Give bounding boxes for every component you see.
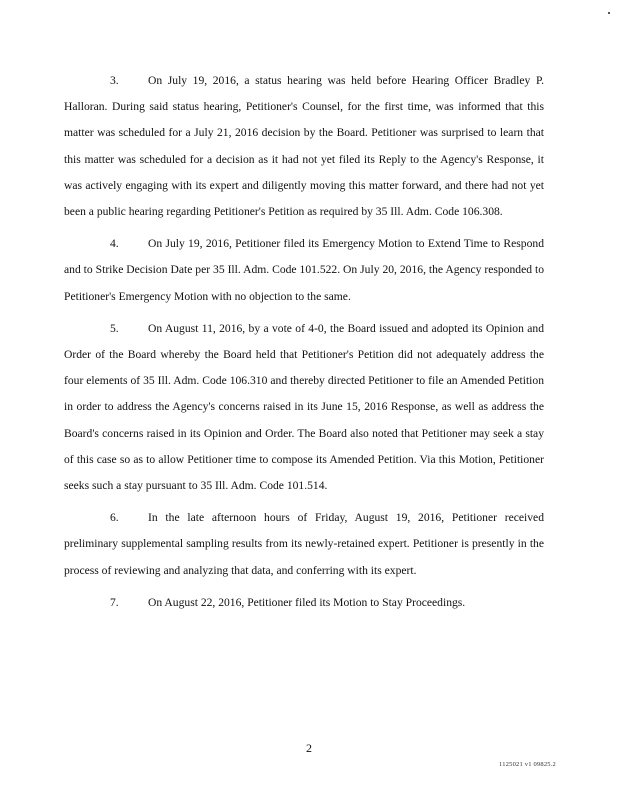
paragraph-text: On August 22, 2016, Petitioner filed its Motion to Stay Proceedings. <box>148 595 466 609</box>
paragraph-number: 4. <box>110 237 119 251</box>
paragraph-number: 6. <box>110 511 119 525</box>
page-number: 2 <box>306 741 312 755</box>
paragraph-text: On July 19, 2016, a status hearing was held before Hearing Officer Bradley P. Halloran. During said status hearing, Petitioner's Counsel, for the first time, was informed that this matter was scheduled for a July 21, 2016 decision by the Board. Petitioner was surprised to learn that this matter was scheduled for a decision as it had not yet filed its Reply to the Agency's Response, it was actively engaging with its expert and diligently moving this matter forward, and there had not yet been a public hearing regarding Petitioner's Petition as required by 35 Ill. Adm. Code 106.308. <box>64 74 544 219</box>
document-body <box>64 68 544 622</box>
paragraph-number: 7. <box>110 595 119 609</box>
paragraph-number: 3. <box>110 74 119 87</box>
paragraph-text: In the late afternoon hours of Friday, August 19, 2016, Petitioner received preliminary supplemental sampling results from its newly-retained expert. Petitioner is presently in the process of reviewing and analyzing that data, and conferring with its expert. <box>64 511 544 577</box>
paragraph-4 <box>64 231 544 310</box>
paragraph-5 <box>64 316 544 499</box>
paragraph-6 <box>64 505 544 584</box>
scan-speck <box>608 12 610 14</box>
document-id: 1125021 v1 09825.2 <box>499 761 556 768</box>
paragraph-text: On August 11, 2016, by a vote of 4-0, the Board issued and adopted its Opinion and Order of the Board whereby the Board held that Petitioner's Petition did not adequately address the four elements of 35 Ill. Adm. Code 106.310 and thereby directed Petitioner to file an Amended Petition in order to address the Agency's concerns raised in its June 15, 2016 Response, as well as address the Board's concerns raised in its Opinion and Order. The Board also noted that Petitioner may seek a stay of this case so as to allow Petitioner time to compose its Amended Petition. Via this Motion, Petitioner seeks such a stay pursuant to 35 Ill. Adm. Code 101.514. <box>64 321 544 493</box>
paragraph-number: 5. <box>110 321 119 335</box>
paragraph-7 <box>64 590 544 616</box>
paragraph-text: On July 19, 2016, Petitioner filed its Emergency Motion to Extend Time to Respond and to Strike Decision Date per 35 Ill. Adm. Code 101.522. On July 20, 2016, the Agency responded to Petitioner's Emergency Motion with no objection to the same. <box>64 237 544 303</box>
paragraph-3 <box>64 68 544 225</box>
